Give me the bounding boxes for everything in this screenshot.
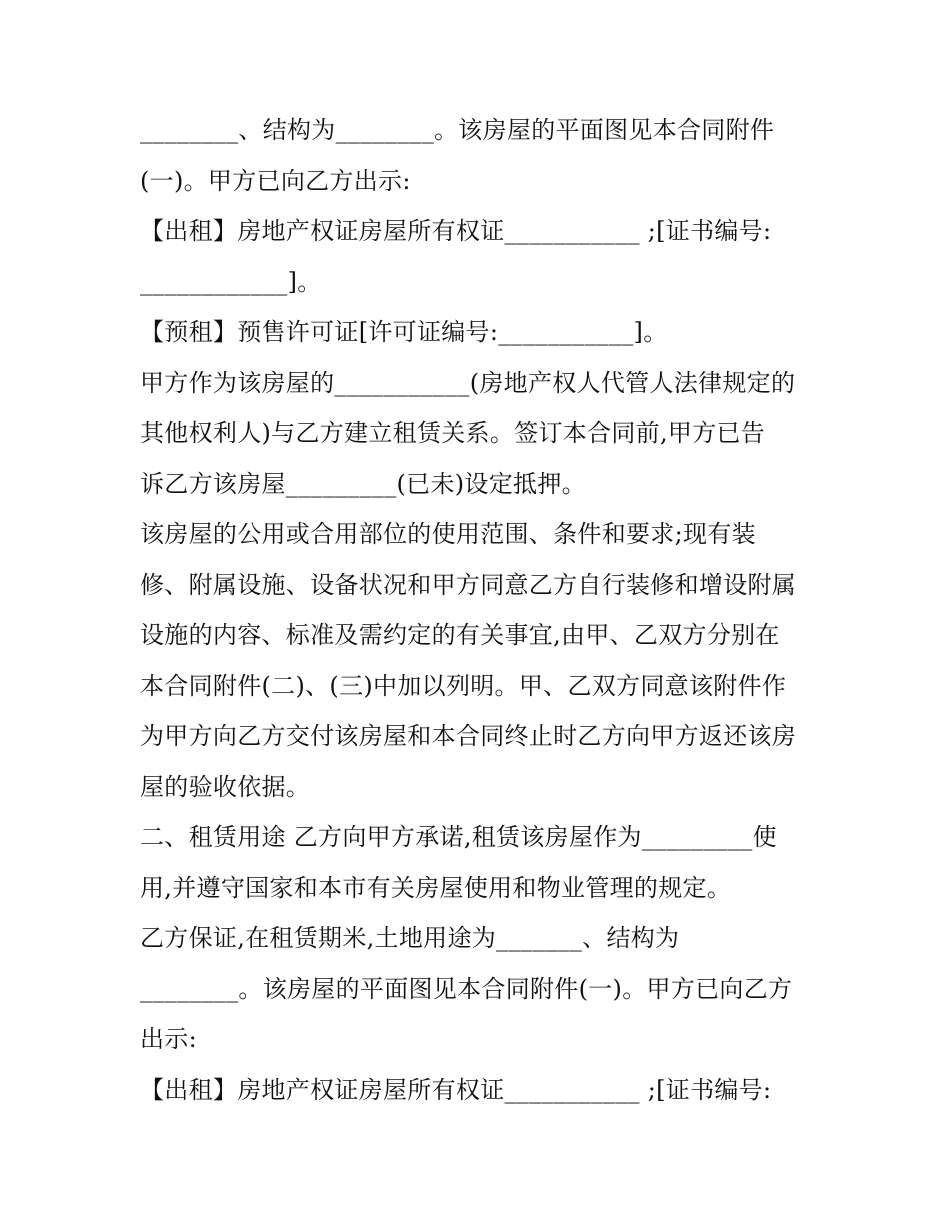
text-line: 为甲方向乙方交付该房屋和本合同终止时乙方向甲方返还该房 [140,722,797,750]
text-line: 【预租】预售许可证[许可证编号:___________]。 [140,318,668,346]
text-line: 修、附属设施、设备状况和甲方同意乙方自行装修和增设附属 [140,570,797,599]
text-line: 其他权利人)与乙方建立租赁关系。签订本合同前,甲方已告 [140,419,766,447]
text-line: ________、结构为________。该房屋的平面图见本合同附件 [140,116,775,144]
text-line: 【出租】房地产权证房屋所有权证___________ ;[证书编号: [140,1075,772,1104]
text-line: 【出租】房地产权证房屋所有权证___________ ;[证书编号: [140,217,772,245]
text-line: 用,并遵守国家和本市有关房屋使用和物业管理的规定。 [140,873,732,902]
text-line: 二、租赁用途 乙方向甲方承诺,租赁该房屋作为_________使 [140,823,777,851]
text-line: 该房屋的公用或合用部位的使用范围、条件和要求;现有装 [140,520,756,548]
text-line: (一)。甲方已向乙方出示: [140,166,411,195]
text-line: 出示: [140,1025,197,1053]
text-line: ________。该房屋的平面图见本合同附件(一)。甲方已向乙方 [140,974,793,1003]
text-line: 甲方作为该房屋的___________(房地产权人代管人法律规定的 [140,368,796,397]
text-line: 屋的验收依据。 [140,772,311,801]
text-line: 诉乙方该房屋_________(已未)设定抵押。 [140,469,586,498]
text-line: 本合同附件(二)、(三)中加以列明。甲、乙双方同意该附件作 [140,671,787,700]
document-body [140,105,820,1115]
text-line: 设施的内容、标准及需约定的有关事宜,由甲、乙双方分别在 [140,621,780,649]
text-line: ____________]。 [140,267,322,296]
text-line: 乙方保证,在租赁期米,土地用途为_______、结构为 [140,924,680,952]
